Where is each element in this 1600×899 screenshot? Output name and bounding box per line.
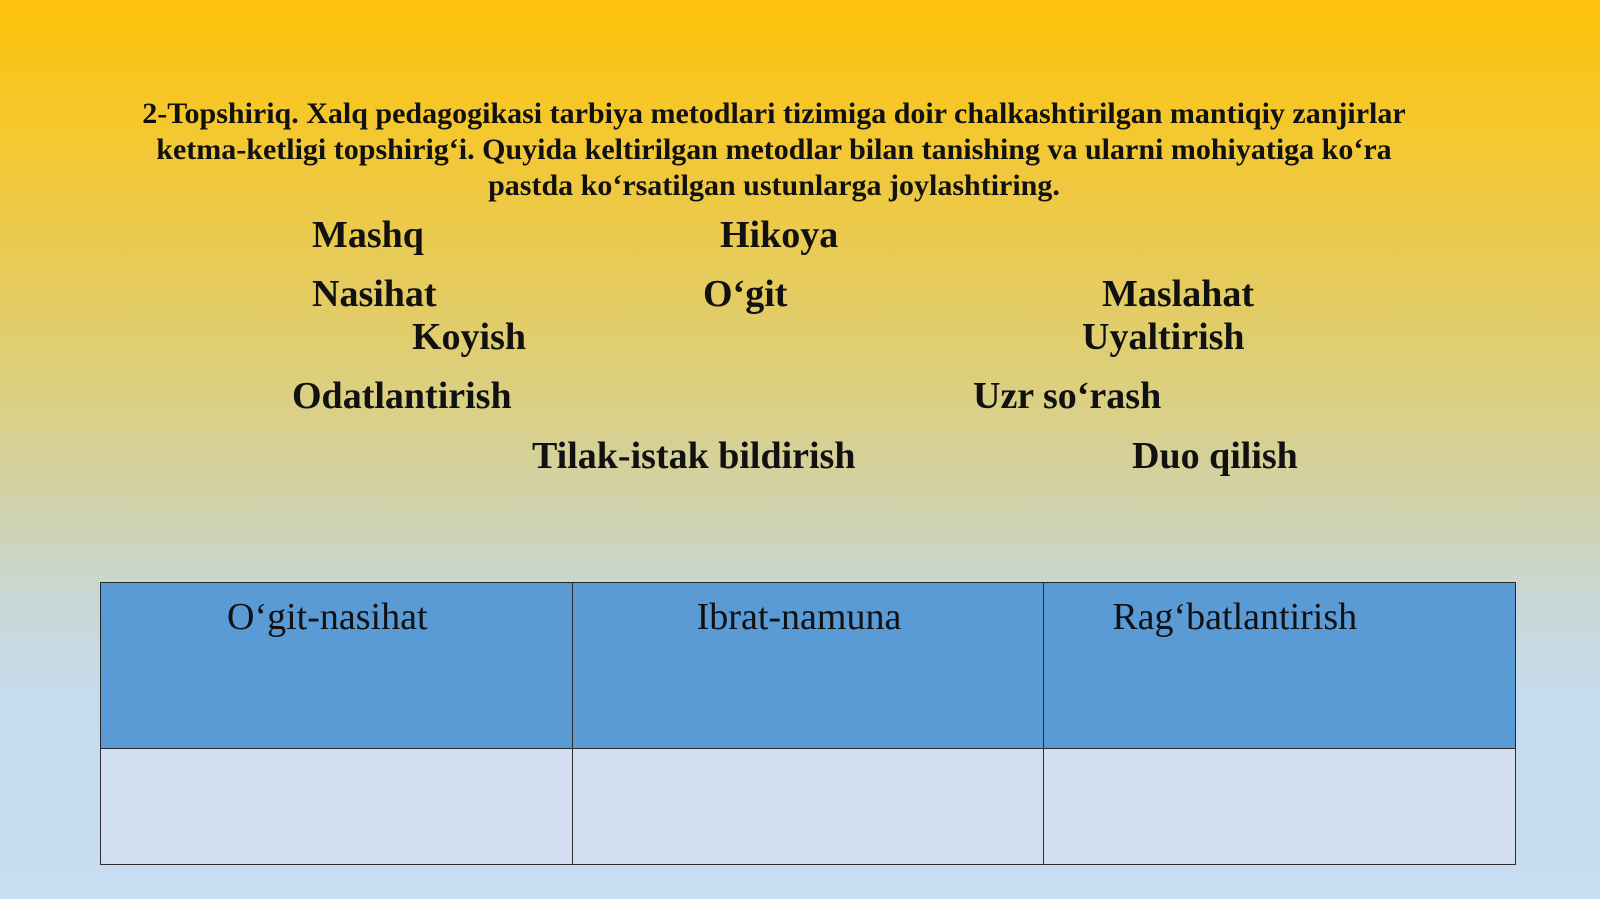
table-row <box>101 749 1516 865</box>
method-word-uzr-sorash: Uzr so‘rash <box>973 375 1162 417</box>
table-header-cell <box>1044 583 1516 749</box>
table-cell <box>101 749 573 865</box>
table-header-row <box>101 583 1516 749</box>
table-cell <box>1044 749 1516 865</box>
header-ibrat-namuna: Ibrat-namuna <box>696 596 902 638</box>
method-word-maslahat: Maslahat <box>1102 273 1254 315</box>
method-word-hikoya: Hikoya <box>720 214 839 256</box>
methods-table <box>100 582 1516 865</box>
method-word-duo-qilish: Duo qilish <box>1132 435 1298 477</box>
method-word-uyaltirish: Uyaltirish <box>1082 316 1245 358</box>
header-ogit-nasihat: O‘git-nasihat <box>227 596 428 638</box>
task-instruction: 2-Topshiriq. Xalq pedagogikasi tarbiya metodlari tizimiga doir chalkashtirilgan mantiqiy zanjirlar ketma-ketligi topshirig‘i. Quyida keltirilgan metodlar bilan tanishing va ularni mohiyatiga ko‘ra pastda ko‘rsatilgan ustunlarga joylashtiring. <box>142 97 1406 202</box>
method-word-odatlantirish: Odatlantirish <box>292 375 512 417</box>
table-header-cell <box>101 583 573 749</box>
method-word-ogit: O‘git <box>703 273 788 315</box>
header-ragbatlantirish: Rag‘batlantirish <box>1112 596 1358 638</box>
method-word-mashq: Mashq <box>312 214 424 256</box>
method-word-koyish: Koyish <box>412 316 527 358</box>
method-word-tilak-istak: Tilak-istak bildirish <box>532 435 856 477</box>
method-word-nasihat: Nasihat <box>312 273 437 315</box>
table-cell <box>572 749 1044 865</box>
table-header-cell <box>572 583 1044 749</box>
